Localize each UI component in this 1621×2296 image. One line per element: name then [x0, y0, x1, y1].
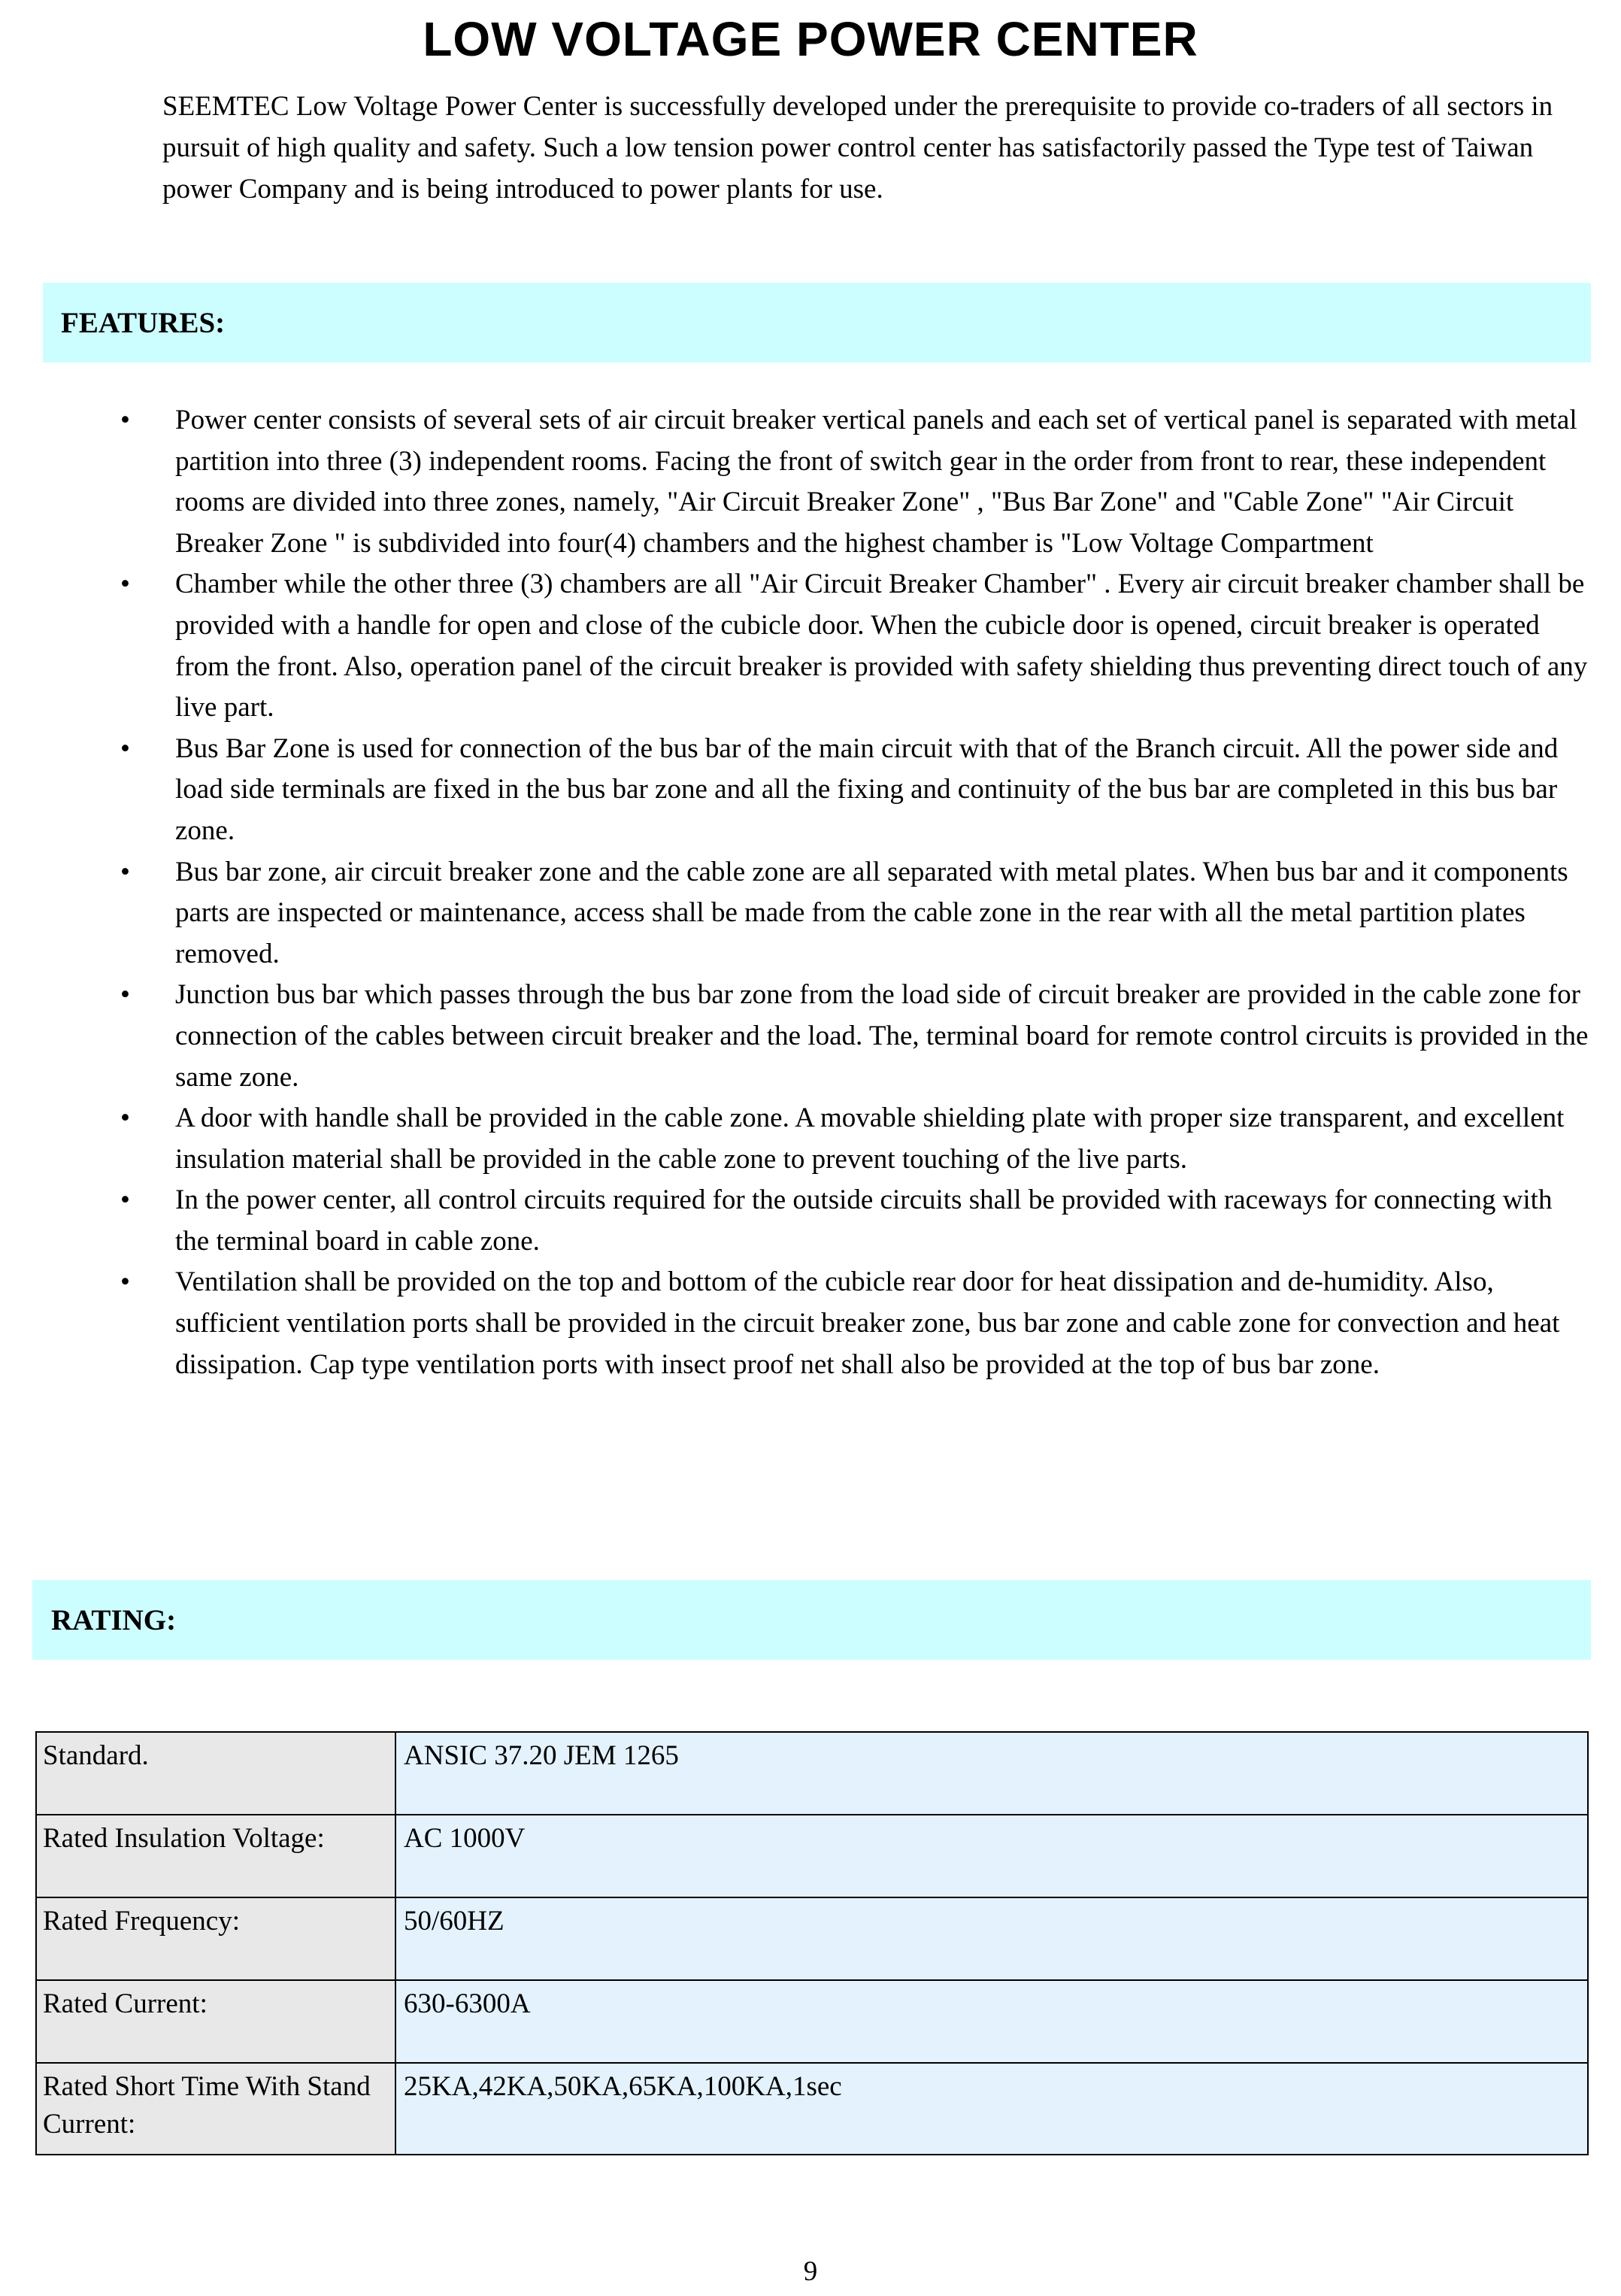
rating-heading: RATING: — [51, 1603, 177, 1636]
page-number: 9 — [803, 2256, 818, 2287]
table-row — [36, 2063, 1588, 2155]
feature-text: A door with handle shall be provided in the cable zone. A movable shielding plate with proper size transparent, and excellent insulation material shall be provided in the cable zone to prevent touching of the live parts. — [175, 1103, 1565, 1175]
features-list — [0, 400, 1621, 1385]
rating-value: 630-6300A — [395, 1980, 1588, 2063]
feature-item — [0, 1262, 1621, 1385]
rating-heading-band — [32, 1580, 1591, 1660]
bullet-icon: • — [120, 405, 130, 435]
feature-item — [0, 1180, 1621, 1262]
bullet-icon: • — [120, 1103, 130, 1134]
intro-paragraph: SEEMTEC Low Voltage Power Center is successfully developed under the prerequisite to provide co-traders of all sectors in pursuit of high quality and safety. Such a low tension power control center has satisfactorily passed the Type test of Taiwan power Company and is being introduced to power plants for use. — [162, 91, 1553, 205]
table-row — [36, 1980, 1588, 2063]
feature-item — [0, 975, 1621, 1098]
bullet-icon: • — [120, 569, 130, 600]
bullet-icon: • — [120, 1266, 130, 1298]
bullet-icon: • — [120, 979, 130, 1011]
bullet-icon: • — [120, 1184, 130, 1216]
table-row — [36, 1815, 1588, 1897]
rating-value: 25KA,42KA,50KA,65KA,100KA,1sec — [395, 2063, 1588, 2155]
bullet-icon: • — [120, 856, 130, 887]
feature-text: Bus bar zone, air circuit breaker zone and the cable zone are all separated with metal plates. When bus bar and it components parts are inspected or maintenance, access shall be made from the cable zone in the rear with all the metal partition plates removed. — [175, 856, 1568, 969]
feature-item — [0, 1098, 1621, 1180]
table-row — [36, 1897, 1588, 1980]
bullet-icon: • — [120, 732, 130, 764]
features-heading-band — [43, 283, 1591, 362]
rating-label: Rated Current: — [36, 1980, 395, 2063]
rating-label: Standard. — [36, 1732, 395, 1815]
feature-text: Ventilation shall be provided on the top and bottom of the cubicle rear door for heat dissipation and de-humidity. Also, sufficient ventilation ports shall be provided in the circuit breaker zone, bus bar zone and cable zone for convection and heat dissipation. Cap type ventilation ports with insect proof net shall also be provided at the top of bus bar zone. — [175, 1266, 1560, 1380]
feature-text: Power center consists of several sets of air circuit breaker vertical panels and each set of vertical panel is separated with metal partition into three (3) independent rooms. Facing the front of switch gear in the order from front to rear, these independent rooms are divided into three zones, namely, "Air Circuit Breaker Zone" , "Bus Bar Zone" and "Cable Zone" "Air Circuit Breaker Zone " is subdivided into four(4) chambers and the highest chamber is "Low Voltage Compartment — [175, 405, 1577, 559]
rating-value: AC 1000V — [395, 1815, 1588, 1897]
feature-text: In the power center, all control circuits required for the outside circuits shall be provided with raceways for connecting with the terminal board in cable zone. — [175, 1184, 1553, 1257]
page-title: LOW VOLTAGE POWER CENTER — [423, 12, 1198, 66]
rating-table — [35, 1731, 1589, 2155]
feature-item — [0, 729, 1621, 852]
feature-text: Chamber while the other three (3) chambers are all "Air Circuit Breaker Chamber" . Every air circuit breaker chamber shall be provided with a handle for open and close of the cubicle door. When the cubicle door is opened, circuit breaker is operated from the front. Also, operation panel of the circuit breaker is provided with safety shielding thus preventing direct touch of any live part. — [175, 569, 1588, 723]
features-heading: FEATURES: — [61, 306, 226, 339]
feature-text: Junction bus bar which passes through the bus bar zone from the load side of circuit breaker are provided in the cable zone for connection of the cables between circuit breaker and the load. The, terminal board for remote control circuits is provided in the same zone. — [175, 979, 1589, 1093]
rating-value: 50/60HZ — [395, 1897, 1588, 1980]
feature-item — [0, 564, 1621, 728]
rating-value: ANSIC 37.20 JEM 1265 — [395, 1732, 1588, 1815]
rating-label: Rated Frequency: — [36, 1897, 395, 1980]
table-row — [36, 1732, 1588, 1815]
feature-item — [0, 400, 1621, 564]
rating-label: Rated Insulation Voltage: — [36, 1815, 395, 1897]
feature-item — [0, 852, 1621, 975]
rating-label: Rated Short Time With Stand Current: — [36, 2063, 395, 2155]
feature-text: Bus Bar Zone is used for connection of the bus bar of the main circuit with that of the Branch circuit. All the power side and load side terminals are fixed in the bus bar zone and all the fixing and continuity of the bus bar are completed in this bus bar zone. — [175, 732, 1559, 846]
